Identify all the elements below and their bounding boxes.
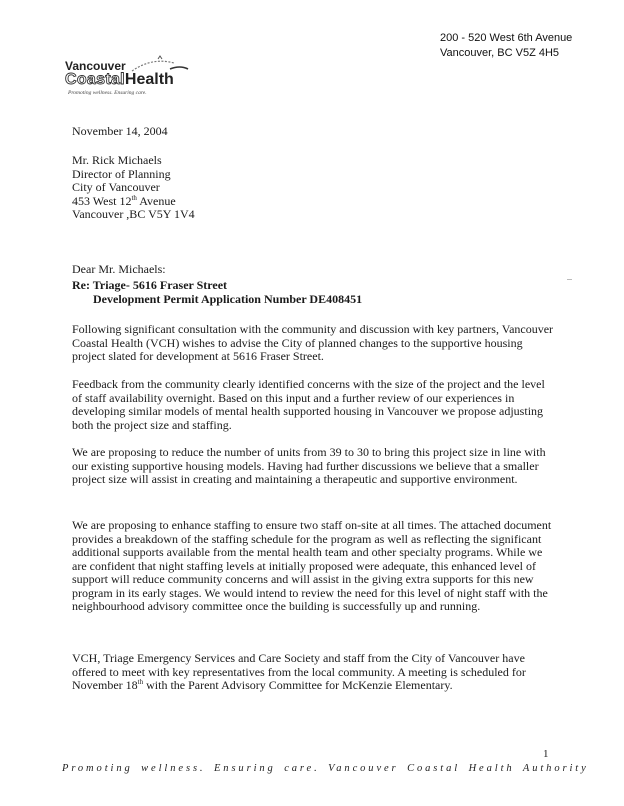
subject-line-2: Development Permit Application Number DE408451 [93, 291, 363, 306]
paragraph-3: We are proposing to reduce the number of units from 39 to 30 to bring this project size in line with our existing supportive housing models. Having had further discussions we believe that a smaller project size will assist in creating and maintaining a therapeutic and supportive environment. [72, 445, 546, 486]
scan-mark [567, 279, 572, 280]
salutation: Dear Mr. Michaels: [72, 262, 166, 276]
paragraph-2: Feedback from the community clearly identified concerns with the size of the project and the level of staff availability overnight. Based on this input and a further review of our experiences in developing similar models of mental health supported housing in Vancouver we propose adjusting both the project size and staffing. [72, 377, 545, 432]
recipient-street [72, 195, 195, 209]
paragraph-5-end: with the Parent Advisory Committee for McKenzie Elementary. [143, 678, 453, 692]
logo-vancouver: Vancouver [65, 59, 126, 73]
page-number: 1 [543, 748, 549, 760]
street-suffix: th [131, 193, 137, 202]
recipient-block [72, 154, 195, 222]
sender-address [440, 31, 572, 61]
paragraph-5-main: VCH, Triage Emergency Services and Care Society and staff from the City of Vancouver have offered to meet with key representatives from the local community. A meeting is scheduled for November 18 [72, 651, 526, 692]
address-line-2: Vancouver, BC V5Z 4H5 [440, 47, 560, 59]
recipient-org: City of Vancouver [72, 180, 160, 194]
recipient-title: Director of Planning [72, 166, 171, 181]
subject-line [72, 279, 362, 306]
date-suffix: th [137, 678, 144, 686]
logo-tagline: Promoting wellness. Ensuring care. [68, 90, 147, 96]
street-main: 453 West 12 [72, 193, 132, 208]
letter-date: November 14, 2004 [72, 124, 168, 138]
paragraph-1: Following significant consultation with the community and discussion with key partners, Vancouver Coastal Health (VCH) wishes to advise the City of planned changes to the supportive housing project slated for development at 5616 Fraser Street. [72, 322, 554, 363]
footer-tagline: Promoting wellness. Ensuring care. Vancouver Coastal Health Authority [62, 763, 589, 774]
paragraph-4: We are proposing to enhance staffing to ensure two staff on-site at all times. The attached document provides a breakdown of the staffing schedule for the program as well as reflecting the significant additional supports available from the mental health team and other specialty programs. While we are confident that night staffing levels at initially proposed were adequate, this enhanced level of support will reduce community concerns and will assist in the giving extra supports for this new program in its early stages. We would intend to review the need for this level of night staff with the neighbourhood advisory committee once the building is successfully up and running. [72, 518, 552, 613]
logo-health: Health [124, 71, 174, 88]
logo-coastal: Coastal [65, 71, 125, 88]
subject-line-1: Re: Triage- 5616 Fraser Street [72, 278, 228, 292]
street-type: Avenue [136, 193, 176, 208]
vch-logo [62, 55, 192, 99]
recipient-city: Vancouver ,BC V5Y 1V4 [72, 207, 195, 221]
recipient-name: Mr. Rick Michaels [72, 153, 162, 167]
logo-wordmark [65, 71, 174, 89]
address-line-1: 200 - 520 West 6th Avenue [440, 32, 573, 44]
paragraph-5 [72, 652, 556, 693]
